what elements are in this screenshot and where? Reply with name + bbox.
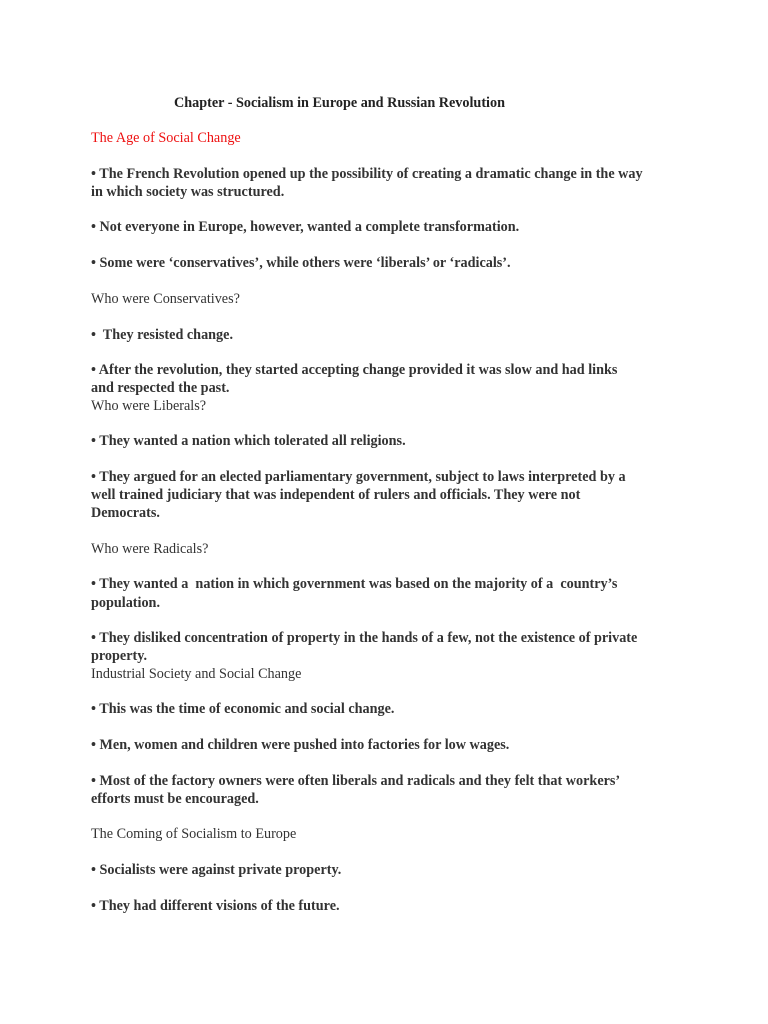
paragraph-elected-government-end: Democrats. — [91, 505, 160, 521]
paragraph-concentration-property-cont: property. — [91, 648, 148, 664]
heading-who-were-conservatives: Who were Conservatives? — [91, 291, 240, 307]
paragraph-some-were: • Some were ‘conservatives’, while others were ‘liberals’ or ‘radicals’. — [91, 255, 511, 271]
heading-who-were-radicals: Who were Radicals? — [91, 541, 209, 557]
heading-coming-of-socialism: The Coming of Socialism to Europe — [91, 826, 297, 842]
paragraph-different-visions: • They had different visions of the future. — [91, 898, 340, 914]
paragraph-not-everyone: • Not everyone in Europe, however, wanted a complete transformation. — [91, 219, 520, 235]
paragraph-economic-change: • This was the time of economic and social change. — [91, 701, 395, 717]
paragraph-majority-government-cont: population. — [91, 595, 160, 611]
paragraph-factories-low-wages: • Men, women and children were pushed into factories for low wages. — [91, 737, 510, 753]
heading-industrial-society: Industrial Society and Social Change — [91, 666, 302, 682]
paragraph-resisted-change: • They resisted change. — [91, 327, 233, 343]
paragraph-after-revolution: • After the revolution, they started accepting change provided it was slow and had links — [91, 362, 618, 378]
paragraph-elected-government: • They argued for an elected parliamentary government, subject to laws interpreted by a — [91, 469, 626, 485]
paragraph-against-private-property: • Socialists were against private property. — [91, 862, 342, 878]
paragraph-factory-owners-cont: efforts must be encouraged. — [91, 791, 259, 807]
heading-who-were-liberals: Who were Liberals? — [91, 398, 207, 414]
paragraph-majority-government: • They wanted a nation in which government was based on the majority of a country’s — [91, 576, 618, 592]
section-heading-age-of-social-change: The Age of Social Change — [91, 130, 241, 146]
paragraph-factory-owners: • Most of the factory owners were often liberals and radicals and they felt that workers’ — [91, 773, 621, 789]
chapter-title: Chapter - Socialism in Europe and Russian Revolution — [174, 95, 505, 111]
paragraph-french-revolution-cont: in which society was structured. — [91, 184, 285, 200]
paragraph-concentration-property: • They disliked concentration of property in the hands of a few, not the existence of private — [91, 630, 638, 646]
paragraph-french-revolution: • The French Revolution opened up the possibility of creating a dramatic change in the way — [91, 166, 643, 182]
paragraph-tolerated-religions: • They wanted a nation which tolerated all religions. — [91, 433, 406, 449]
paragraph-after-revolution-cont: and respected the past. — [91, 380, 230, 396]
paragraph-elected-government-cont: well trained judiciary that was independent of rulers and officials. They were not — [91, 487, 581, 503]
